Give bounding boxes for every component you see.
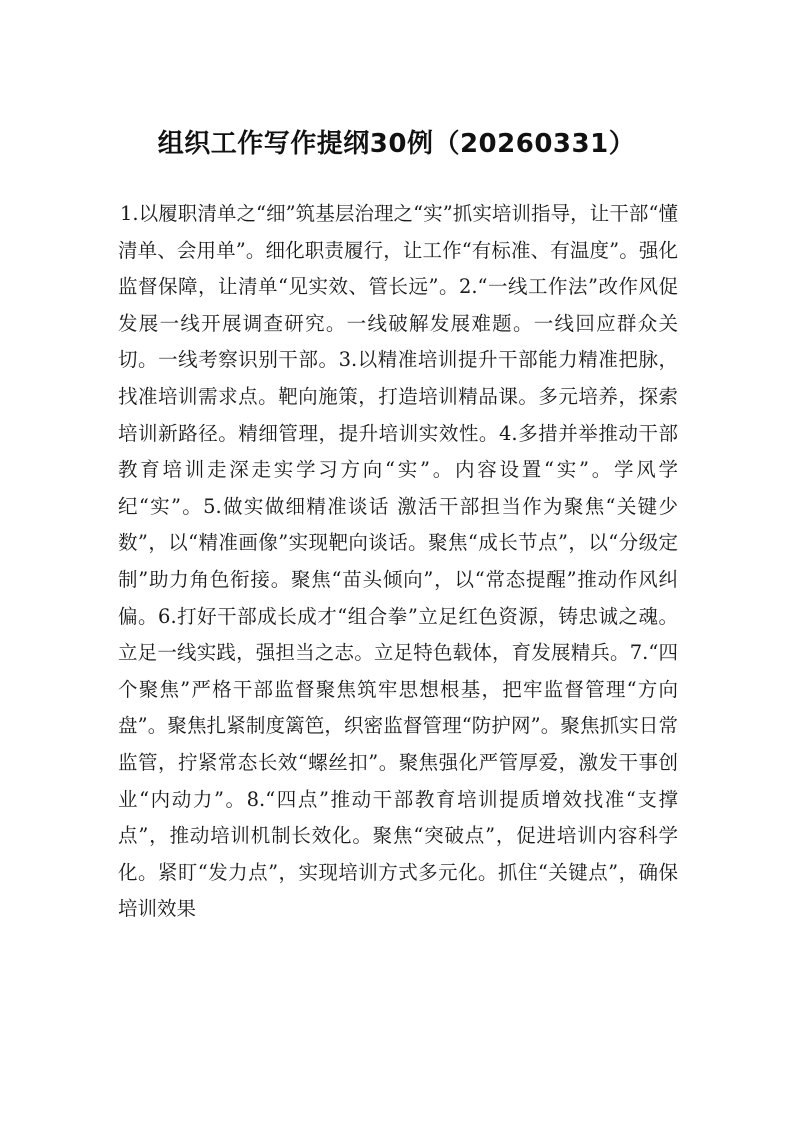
document-body-text: 1.以履职清单之“细”筑基层治理之“实”抓实培训指导，让干部“懂清单、会用单”。细化职责履行，让工作“有标准、有温度”。强化监督保障，让清单“见实效、管长远”。2.“一线工作法”改作风促发展一线开展调查研究。一线破解发展难题。一线回应群众关切。一线考察识别干部。3.以精准培训提升干部能力精准把脉，找准培训需求点。靶向施策，打造培训精品课。多元培养，探索培训新路径。精细管理，提升培训实效性。4.多措并举推动干部教育培训走深走实学习方向“实”。内容设置“实”。学风学纪“实”。5.做实做细精准谈话 激活干部担当作为聚焦“关键少数”，以“精准画像”实现靶向谈话。聚焦“成长节点”，以“分级定制”助力角色衔接。聚焦“苗头倾向”，以“常态提醒”推动作风纠偏。6.打好干部成长成才“组合拳”立足红色资源，铸忠诚之魂。立足一线实践，强担当之志。立足特色载体，育发展精兵。7.“四个聚焦”严格干部监督聚焦筑牢思想根基，把牢监督管理“方向盘”。聚焦扎紧制度篱笆，织密监督管理“防护网”。聚焦抓实日常监管，拧紧常态长效“螺丝扣”。聚焦强化严管厚爱，激发干事创业“内动力”。8.“四点”推动干部教育培训提质增效找准“支撑点”，推动培训机制长效化。聚焦“突破点”，促进培训内容科学化。紧盯“发力点”，实现培训方式多元化。抓住“关键点”，确保培训效果 bbox=[118, 202, 678, 921]
document-title: 组织工作写作提纲30例（20260331） bbox=[157, 129, 636, 159]
